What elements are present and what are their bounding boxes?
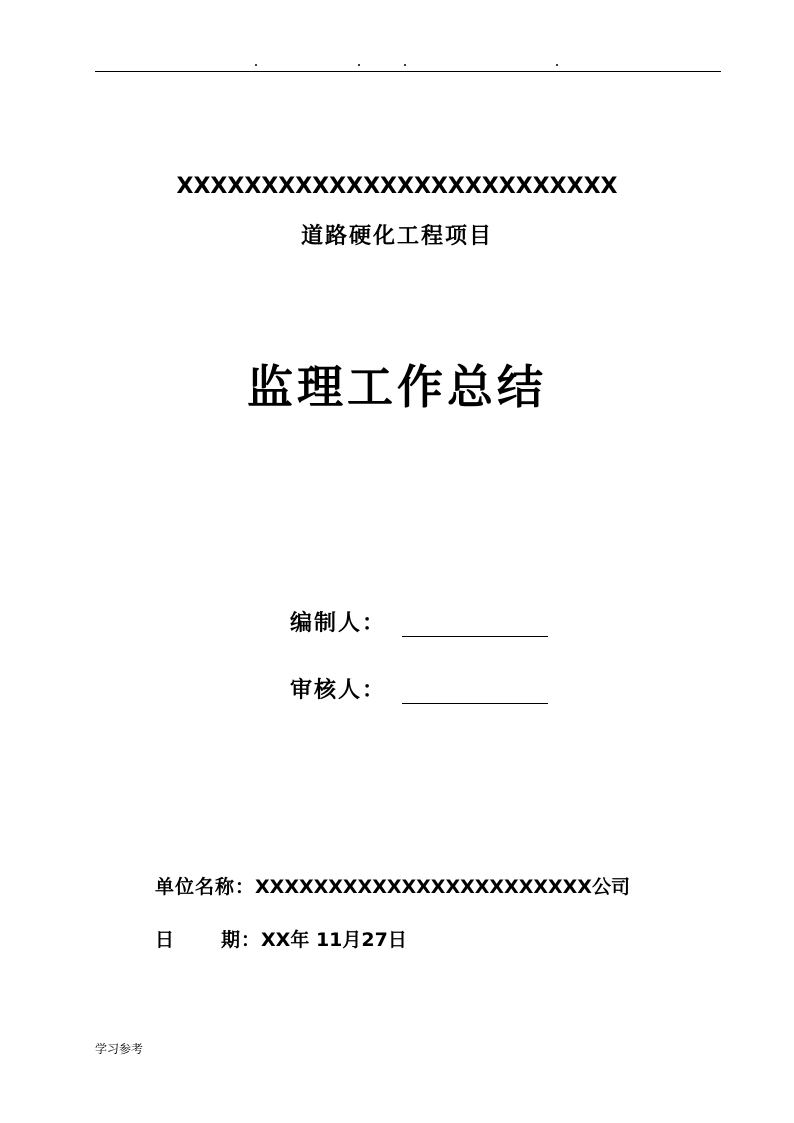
- compiler-signature-line: [402, 636, 548, 637]
- header-dot: [358, 64, 360, 66]
- date-value: XX年 11月27日: [261, 929, 407, 951]
- footer-text: 学习参考: [95, 1042, 144, 1056]
- header-dot: [404, 64, 406, 66]
- reviewer-signature-line: [402, 703, 548, 704]
- header-dot: [255, 64, 257, 66]
- date-label-part1: 日: [155, 929, 176, 951]
- company-code: XXXXXXXXXXXXXXXXXXXXXXXXXX: [176, 174, 618, 199]
- project-name: 道路硬化工程项目: [300, 223, 493, 249]
- unit-row: [155, 870, 630, 904]
- unit-label: 单位名称：: [155, 876, 256, 898]
- date-row: [155, 923, 407, 957]
- page-title: 监理工作总结: [247, 360, 547, 414]
- reviewer-row: [290, 670, 548, 710]
- reviewer-label: 审核人：: [290, 677, 387, 703]
- header-rule: [95, 71, 721, 72]
- header-dot: [556, 64, 558, 66]
- compiler-label: 编制人：: [290, 610, 387, 636]
- date-label-part2: 期：: [221, 929, 262, 951]
- unit-value: XXXXXXXXXXXXXXXXXXXXXXX公司: [255, 876, 630, 898]
- compiler-row: [290, 603, 548, 643]
